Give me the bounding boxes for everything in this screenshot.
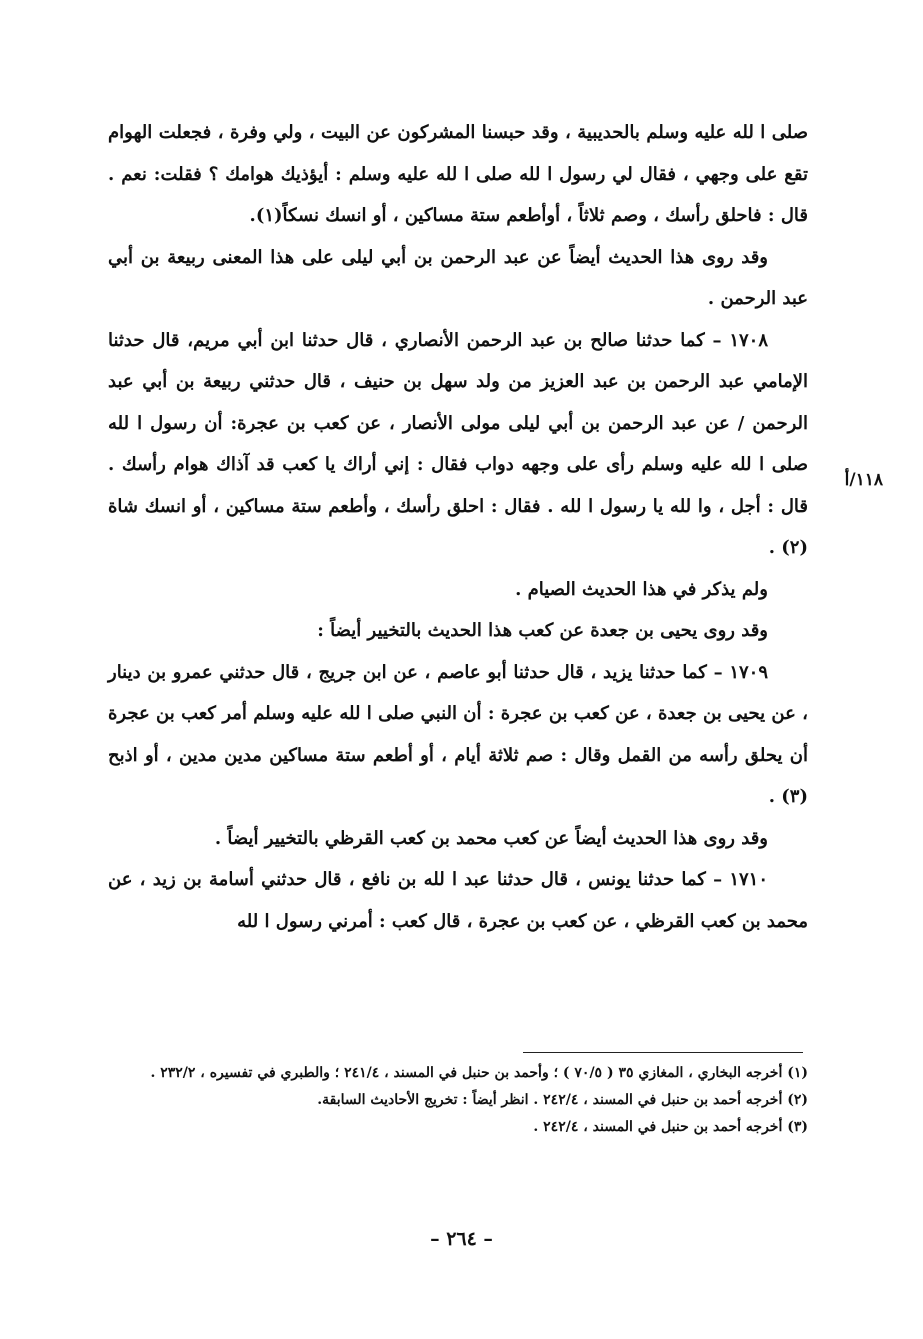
footnote-2: (٢) أخرجه أحمد بن حنبل في المسند ، ٢٤٢/٤ . انظر أيضاً : تخريج الأحاديث السابقة. [317,1092,808,1108]
paragraph-5: وقد روى يحيى بن جعدة عن كعب هذا الحديث بالتخيير أيضاً : [317,620,768,641]
footnote-3: (٣) أخرجه أحمد بن حنبل في المسند ، ٢٤٢/٤ . [533,1119,808,1135]
hadith-1709: ١٧٠٩ – كما حدثنا يزيد ، قال حدثنا أبو عاصم ، عن ابن جريج ، قال حدثني عمرو بن دينار ، عن يحيى بن جعدة ، عن كعب بن عجرة : أن النبي صلى ا لله عليه وسلم أمر كعب بن عجرة أن يحلق رأسه من القمل وقال : صم ثلاثة أيام ، أو أطعم ستة مساكين مدين مدين ، أو اذبح (٣) . [108,661,808,807]
footnote-divider [523,1052,803,1053]
paragraph-1: صلى ا لله عليه وسلم بالحديبية ، وقد حبسنا المشركون عن البيت ، ولي وفرة ، فجعلت الهوام تقع على وجهي ، فقال لي رسول ا لله صلى ا لله عليه وسلم : أيؤذيك هوامك ؟ فقلت: نعم . قال : فاحلق رأسك ، وصم ثلاثاً ، أوأطعم ستة مساكين ، أو انسك نسكاً(١). [108,122,808,226]
footnotes [108,1060,808,1141]
paragraph-7: وقد روى هذا الحديث أيضاً عن كعب محمد بن كعب القرظي بالتخيير أيضاً . [214,827,768,849]
paragraph-4: ولم يذكر في هذا الحديث الصيام . [515,578,768,600]
hadith-1708: ١٧٠٨ – كما حدثنا صالح بن عبد الرحمن الأنصاري ، قال حدثنا ابن أبي مريم، قال حدثنا الإمامي عبد الرحمن بن عبد العزيز من ولد سهل بن حنيف ، قال حدثني ربيعة بن أبي عبد الرحمن / عن عبد الرحمن بن أبي ليلى مولى الأنصار ، عن كعب بن عجرة: أن رسول ا لله صلى ا لله عليه وسلم رأى على وجهه دواب فقال : إني أراك يا كعب قد آذاك هوام رأسك . قال : أجل ، وا لله يا رسول ا لله . فقال : احلق رأسك ، وأطعم ستة مساكين ، أو انسك شاة (٢) . [108,329,808,558]
hadith-1710: ١٧١٠ – كما حدثنا يونس ، قال حدثنا عبد ا لله بن نافع ، قال حدثني أسامة بن زيد ، عن محمد بن كعب القرظي ، عن كعب بن عجرة ، قال كعب : أمرني رسول ا لله [108,869,808,932]
page-number: – ٢٦٤ – [430,1228,493,1250]
footnote-1: (١) أخرجه البخاري ، المغازي ٣٥ ( ٧٠/٥ ) ؛ وأحمد بن حنبل في المسند ، ٢٤١/٤ ؛ والطبري في تفسيره ، ٢٣٢/٢ . [150,1065,808,1081]
paragraph-2: وقد روى هذا الحديث أيضاً عن عبد الرحمن بن أبي ليلى على هذا المعنى ربيعة بن أبي عبد الرحمن . [108,246,808,309]
folio-margin-note: ١١٨/أ [844,470,883,490]
main-text [108,112,808,942]
